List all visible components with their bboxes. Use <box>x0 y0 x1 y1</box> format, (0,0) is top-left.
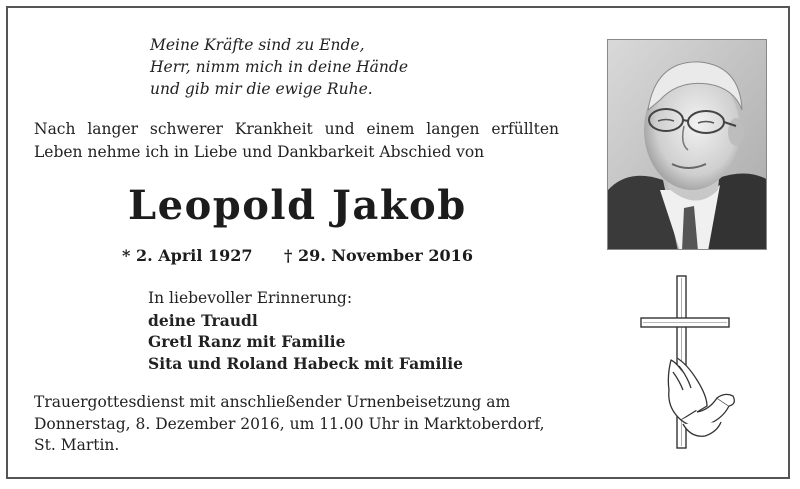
poem-line: Meine Kräfte sind zu Ende, <box>150 36 365 54</box>
cross-with-praying-hands-icon <box>633 272 743 452</box>
mourner-name: deine Traudl <box>148 310 258 330</box>
mourner-name: Gretl Ranz mit Familie <box>148 332 346 351</box>
portrait-illustration <box>608 40 767 250</box>
mourners-block <box>148 288 463 374</box>
service-info <box>34 392 594 457</box>
service-line: St. Martin. <box>34 436 120 454</box>
mourners-label: In liebevoller Erinnerung: <box>148 289 353 307</box>
poem-line: Herr, nimm mich in deine Hände <box>150 58 409 76</box>
service-line: Donnerstag, 8. Dezember 2016, um 11.00 Uhr in Marktoberdorf, <box>34 414 545 433</box>
birth-date: * 2. April 1927 <box>122 246 253 265</box>
portrait-photo <box>607 39 767 250</box>
poem <box>150 34 408 100</box>
service-line: Trauergottesdienst mit anschließender Urnenbeisetzung am <box>34 393 511 411</box>
mourner-name: Sita und Roland Habeck mit Familie <box>148 353 464 373</box>
deceased-name: Leopold Jakob <box>128 182 467 229</box>
death-date: † 29. November 2016 <box>284 246 473 265</box>
intro-text: Nach langer schwerer Krankheit und einem langen erfüllten Leben nehme ich in Liebe und Dankbarkeit Abschied von <box>34 120 559 161</box>
poem-line: und gib mir die ewige Ruhe. <box>150 80 373 98</box>
